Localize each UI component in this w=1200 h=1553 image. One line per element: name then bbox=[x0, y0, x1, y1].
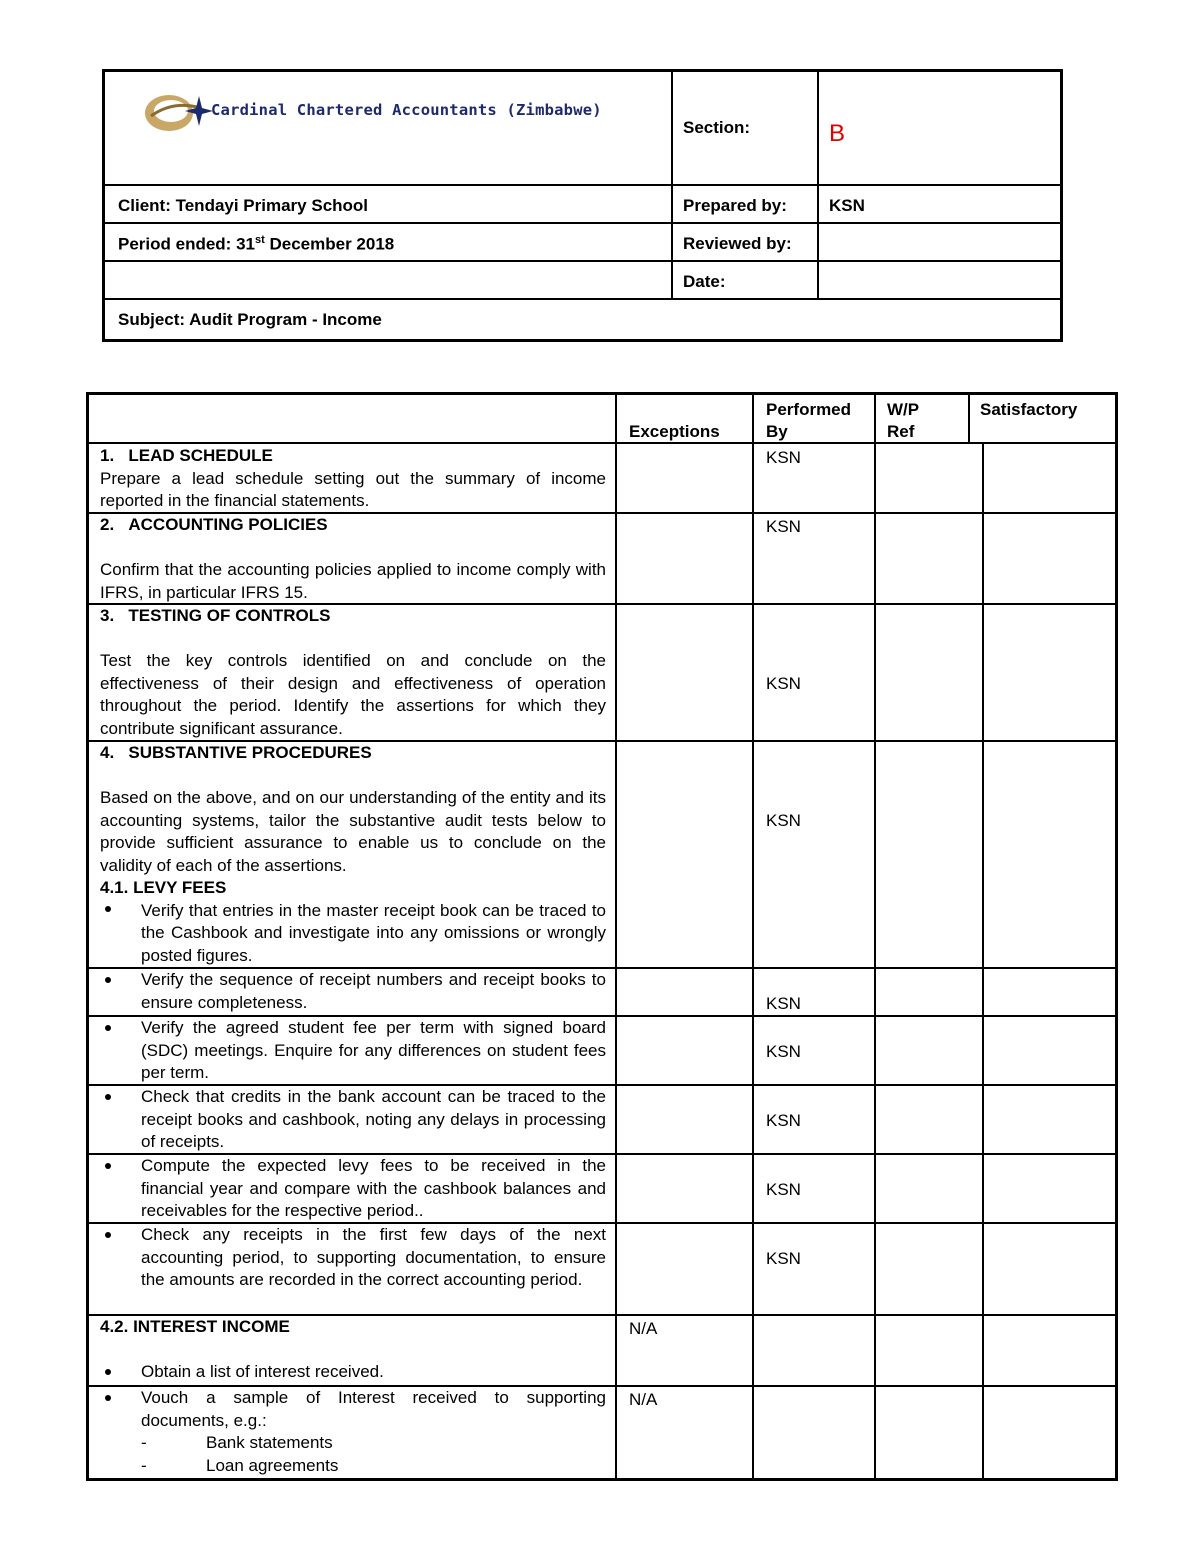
bullet-icon bbox=[105, 1094, 111, 1100]
subsection-heading: 4.1. LEVY FEES bbox=[100, 878, 227, 897]
header-row-divider bbox=[105, 260, 1060, 262]
table-row: Check any receipts in the first few days of the next accounting period, to supporting documentation, to ensure the amounts are recorded in the correct accounting period. bbox=[141, 1225, 606, 1289]
performed-by-cell: KSN bbox=[766, 1042, 801, 1061]
header-col-divider bbox=[671, 72, 673, 300]
company-name: Cardinal Chartered Accountants (Zimbabwe) bbox=[211, 101, 602, 119]
table-row bbox=[141, 1387, 606, 1477]
col-header-satisfactory: Satisfactory bbox=[980, 400, 1078, 419]
bullet-icon bbox=[105, 977, 111, 983]
bullet-icon bbox=[105, 1395, 111, 1401]
sub-item bbox=[141, 1455, 606, 1478]
performed-by-cell: KSN bbox=[766, 1180, 801, 1199]
section-heading bbox=[100, 445, 606, 468]
section-heading bbox=[100, 605, 606, 628]
row-divider bbox=[86, 442, 1118, 444]
audit-program-table bbox=[86, 392, 1118, 1481]
section-heading bbox=[100, 514, 606, 537]
sub-item-text: Loan agreements bbox=[206, 1455, 339, 1475]
table-row bbox=[100, 742, 606, 967]
header-row-divider bbox=[105, 298, 1060, 300]
bullet-icon bbox=[105, 1025, 111, 1031]
section-number: 1. bbox=[100, 446, 115, 465]
performed-by-cell: KSN bbox=[766, 994, 801, 1013]
procedure-text: Based on the above, and on our understanding of the entity and its accounting systems, tailor the substantive audit tests below to provide sufficient assurance to enable us to conclude on the validity of each of the assertions. bbox=[100, 788, 606, 875]
performed-by-cell: KSN bbox=[766, 674, 801, 693]
section-title: LEAD SCHEDULE bbox=[128, 446, 273, 465]
procedure-text: Test the key controls identified on and conclude on the effectiveness of their design and effectiveness of operation throughout the period. Identify the assertions for which they contribute significant assurance. bbox=[100, 651, 606, 738]
performed-by-cell: KSN bbox=[766, 811, 801, 830]
procedure-text: Prepare a lead schedule setting out the summary of income reported in the financial statements. bbox=[100, 468, 606, 510]
table-row bbox=[100, 605, 606, 740]
header-col-divider bbox=[817, 72, 819, 300]
table-row: Verify the agreed student fee per term with signed board (SDC) meetings. Enquire for any differences on student fees per term. bbox=[141, 1018, 606, 1082]
col-header-wp-ref bbox=[887, 399, 919, 443]
col-header-performed: Performed bbox=[766, 400, 852, 419]
performed-by-cell: KSN bbox=[766, 448, 801, 467]
period-prefix: Period ended: 31 bbox=[118, 234, 255, 254]
reviewed-by-label: Reviewed by: bbox=[683, 234, 792, 253]
section-number: 3. bbox=[100, 606, 115, 625]
section-label: Section: bbox=[683, 118, 751, 137]
performed-by-cell: KSN bbox=[766, 1249, 801, 1268]
subject: Subject: Audit Program - Income bbox=[118, 310, 382, 329]
section-title: TESTING OF CONTROLS bbox=[128, 606, 331, 625]
bullet-icon bbox=[105, 1232, 111, 1238]
exceptions-cell: N/A bbox=[629, 1390, 658, 1409]
table-row bbox=[100, 514, 606, 604]
performed-by-cell: KSN bbox=[766, 517, 801, 536]
col-divider bbox=[982, 442, 984, 1481]
section-number: 2. bbox=[100, 515, 115, 534]
section-value: B bbox=[829, 120, 846, 147]
period-ended bbox=[118, 234, 394, 255]
col-divider bbox=[615, 392, 617, 1481]
col-header-exceptions: Exceptions bbox=[629, 422, 720, 441]
header-row-divider bbox=[105, 222, 1060, 224]
performed-by-cell: KSN bbox=[766, 1111, 801, 1130]
col-header-performed-by bbox=[766, 399, 851, 443]
logo-emblem-icon bbox=[143, 90, 213, 136]
table-row bbox=[100, 445, 606, 513]
section-title: SUBSTANTIVE PROCEDURES bbox=[128, 743, 372, 762]
section-title: ACCOUNTING POLICIES bbox=[128, 515, 328, 534]
bullet-icon bbox=[105, 1369, 111, 1375]
bullet-text: Vouch a sample of Interest received to supporting documents, e.g.: bbox=[141, 1388, 606, 1430]
bullet-text: Verify that entries in the master receipt book can be traced to the Cashbook and investigate into any omissions or wrongly posted figures. bbox=[141, 900, 606, 965]
period-rest: December 2018 bbox=[264, 234, 395, 254]
col-divider bbox=[968, 392, 970, 444]
col-header-wp: W/P bbox=[887, 400, 920, 419]
table-row: Compute the expected levy fees to be received in the financial year and compare with the cashbook balances and receivables for the respective period.. bbox=[141, 1156, 606, 1220]
exceptions-cell: N/A bbox=[629, 1319, 658, 1338]
col-header-ref: Ref bbox=[887, 422, 915, 441]
procedure-text: Confirm that the accounting policies applied to income comply with IFRS, in particular IFRS 15. bbox=[100, 560, 606, 602]
bullet-icon bbox=[105, 906, 111, 912]
section-heading bbox=[100, 742, 606, 765]
table-row: Check that credits in the bank account can be traced to the receipt books and cashbook, noting any delays in processing of receipts. bbox=[141, 1087, 606, 1151]
bullet-icon bbox=[105, 1163, 111, 1169]
bullet-text: Obtain a list of interest received. bbox=[141, 1362, 384, 1381]
table-row bbox=[100, 1316, 606, 1384]
dash: - bbox=[141, 1455, 147, 1475]
subsection-heading: 4.2. INTEREST INCOME bbox=[100, 1317, 290, 1336]
sub-item bbox=[141, 1432, 606, 1455]
col-divider bbox=[874, 392, 876, 1481]
table-row: Verify the sequence of receipt numbers and receipt books to ensure completeness. bbox=[141, 970, 606, 1012]
header-box bbox=[102, 69, 1063, 342]
col-header-by: By bbox=[766, 422, 788, 441]
dash: - bbox=[141, 1433, 147, 1452]
date-label: Date: bbox=[683, 272, 726, 291]
col-divider bbox=[752, 392, 754, 1481]
company-logo bbox=[143, 90, 633, 136]
section-number: 4. bbox=[100, 743, 115, 762]
period-sup: st bbox=[254, 234, 265, 246]
sub-item-text: Bank statements bbox=[206, 1433, 333, 1452]
client-name: Client: Tendayi Primary School bbox=[118, 196, 369, 215]
header-row-divider bbox=[105, 184, 1060, 186]
prepared-by-value: KSN bbox=[829, 196, 865, 215]
prepared-by-label: Prepared by: bbox=[683, 196, 787, 215]
